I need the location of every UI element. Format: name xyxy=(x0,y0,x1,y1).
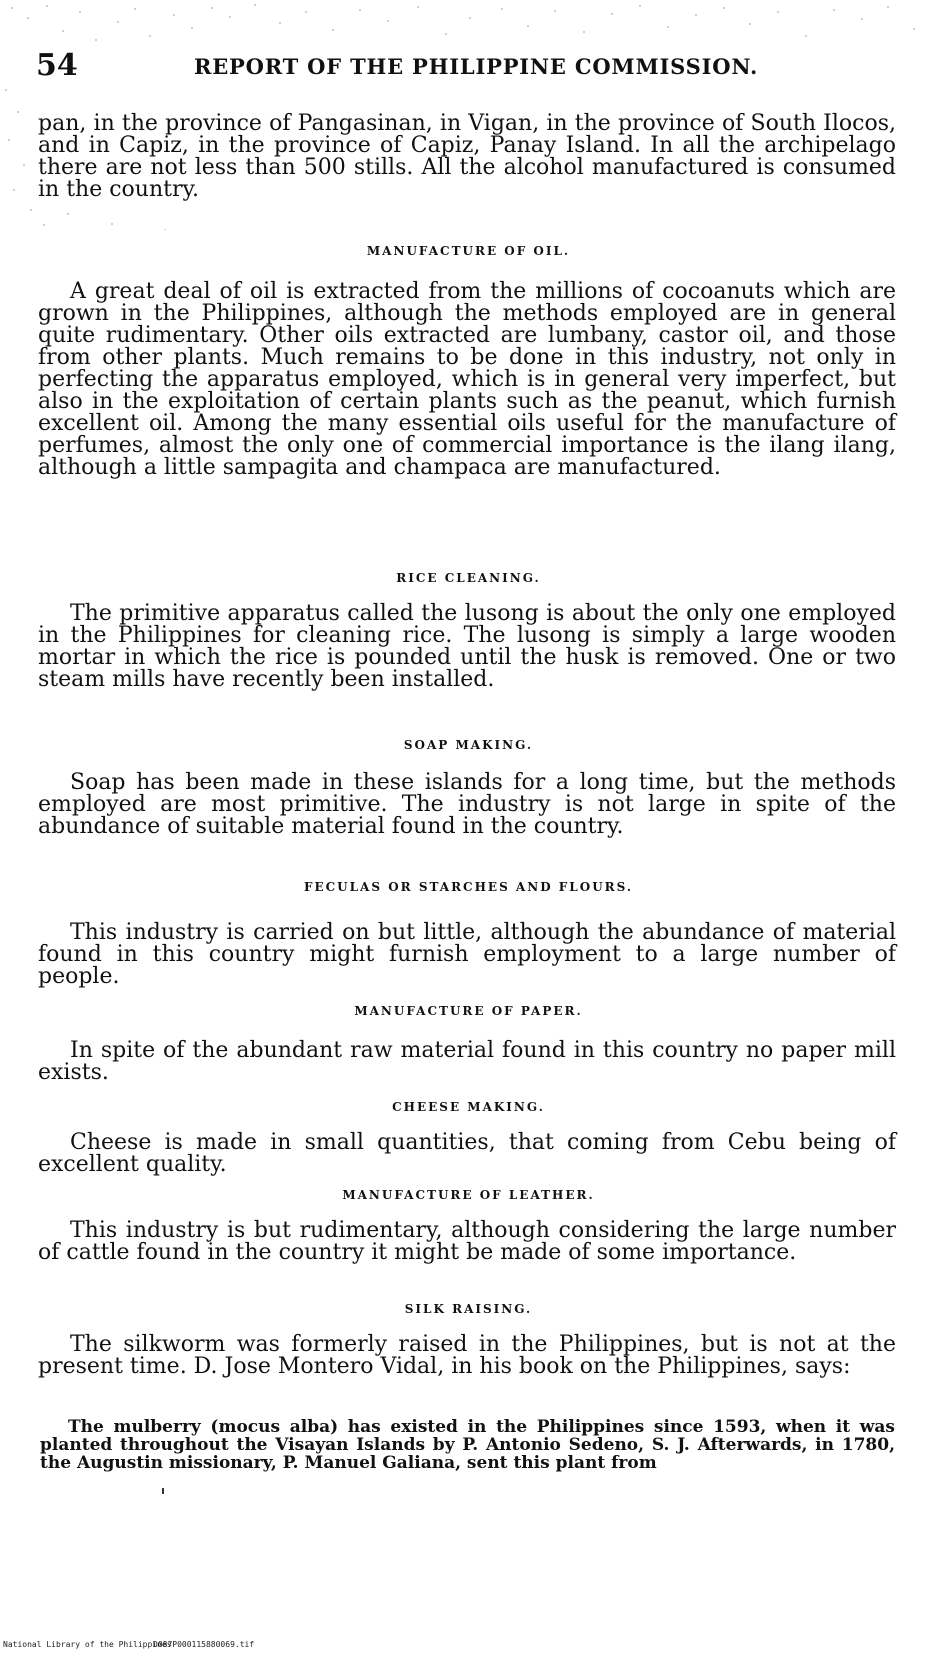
page-number: 54 xyxy=(36,48,78,83)
section-silk-body: The silkworm was formerly raised in the Philippines, but is not at the present time. D. Jose Montero Vidal, in his book on the Philippines, says: xyxy=(38,1332,896,1379)
heading-manufacture-of-oil: MANUFACTURE OF OIL. xyxy=(366,244,571,258)
page-header xyxy=(34,50,894,82)
section-leather-body: This industry is but rudimentary, although considering the large number of cattle found in the country it might be made of some importance. xyxy=(38,1218,896,1265)
intro-paragraph: pan, in the province of Pangasinan, in Vigan, in the province of South Ilocos, and in Capiz, in the province of Capiz, Panay Island. In all the archipelago there are not less than 500 stills. All the alcohol manufactured is consumed in the country. xyxy=(38,111,896,202)
heading-manufacture-of-leather: MANUFACTURE OF LEATHER. xyxy=(342,1188,595,1202)
quoted-passage: The mulberry (mocus alba) has existed in the Philippines since 1593, when it was planted throughout the Visayan Islands by P. Antonio Sedeno, S. J. Afterwards, in 1780, the Augustin missionary, P. Manuel Galiana, sent this plant from xyxy=(40,1417,895,1473)
running-head: REPORT OF THE PHILIPPINE COMMISSION. xyxy=(194,54,759,79)
heading-rice-cleaning: RICE CLEANING. xyxy=(396,571,541,585)
footer-library: National Library of the Philippines xyxy=(3,1640,172,1649)
footer-file: D087P000115880069.tif xyxy=(153,1640,255,1649)
section-cheese-body: Cheese is made in small quantities, that coming from Cebu being of excellent quality. xyxy=(38,1130,896,1177)
heading-manufacture-of-paper: MANUFACTURE OF PAPER. xyxy=(354,1004,583,1018)
section-rice-body: The primitive apparatus called the lusong is about the only one employed in the Philippines for cleaning rice. The lusong is simply a large wooden mortar in which the rice is pounded until the husk is removed. One or two steam mills have recently been installed. xyxy=(38,601,896,692)
section-soap-body: Soap has been made in these islands for a long time, but the methods employed are most primitive. The industry is not large in spite of the abundance of suitable material found in the country. xyxy=(38,770,896,839)
scan-footer xyxy=(3,1640,933,1654)
heading-feculas: FECULAS OR STARCHES AND FLOURS. xyxy=(303,880,634,894)
heading-silk-raising: SILK RAISING. xyxy=(404,1302,533,1316)
section-paper-body: In spite of the abundant raw material found in this country no paper mill exists. xyxy=(38,1038,896,1085)
heading-cheese-making: CHEESE MAKING. xyxy=(392,1100,545,1114)
section-oil-body: A great deal of oil is extracted from the millions of cocoanuts which are grown in the Philippines, although the methods employed are in general quite rudimentary. Other oils extracted are lumbany, castor oil, and those from other plants. Much remains to be done in this industry, not only in perfecting the apparatus employed, which is in general very imperfect, but also in the exploitation of certain plants such as the peanut, which furnish excellent oil. Among the many essential oils useful for the manufacture of perfumes, almost the only one of commercial importance is the ilang ilang, although a little sampagita and champaca are manufactured. xyxy=(38,279,896,480)
scan-mark xyxy=(162,1488,164,1494)
heading-soap-making: SOAP MAKING. xyxy=(403,738,534,752)
section-feculas-body: This industry is carried on but little, although the abundance of material found in this country might furnish employment to a large number of people. xyxy=(38,920,896,989)
